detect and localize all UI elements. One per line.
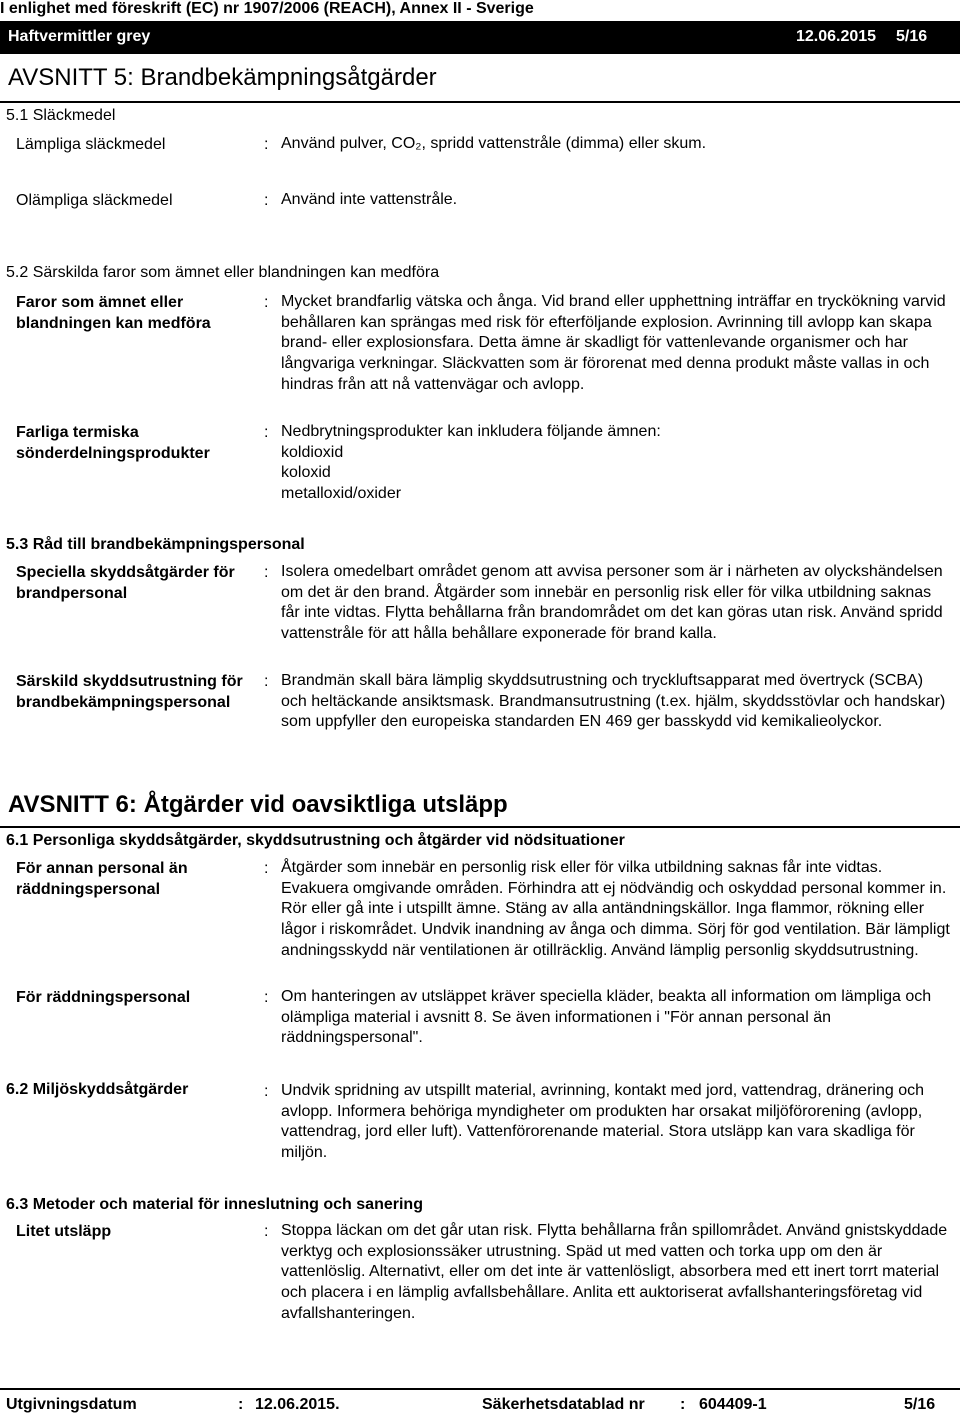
colon: : — [264, 136, 269, 153]
special-protective-actions-label: Speciella skyddsåtgärder för brandpersonal — [16, 564, 235, 602]
value-line: metalloxid/oxider — [281, 485, 402, 503]
issue-date-label: Utgivningsdatum — [6, 1396, 137, 1413]
colon: : — [264, 192, 269, 209]
sds-number-value: 604409-1 — [699, 1396, 767, 1413]
section6-3-title: 6.3 Metoder och material för inneslutning och sanering — [6, 1196, 423, 1213]
small-spill-label: Litet utsläpp — [16, 1223, 112, 1240]
thermal-decomposition-value — [281, 422, 953, 505]
special-protective-equipment-label: Särskild skyddsutrustning för brandbekämpningspersonal — [16, 673, 243, 711]
value-line: koloxid — [281, 464, 331, 482]
emergency-responders-value: Om hanteringen av utsläppet kräver speciella kläder, beakta all information om lämpliga och olämpliga material i avsnitt 8. Se även informationen i "För annan personal än räddningspersonal". — [281, 988, 932, 1047]
footer-page-number: 5/16 — [904, 1396, 936, 1413]
colon: : — [264, 860, 269, 877]
non-emergency-personnel-value: Åtgärder som innebär en personlig risk eller för vilka utbildning saknas får inte vidtas. Evakuera omgivande områden. Förhindra att ej nödvändig och oskyddad personal kommer in. Rör eller gå inte i utspillt ämne. Stäng av alla antändningskällor. Inga flammor, rökning eller lågor i riskområdet. Undvik inandning av ånga och dimma. Sörj för god ventilation. Bär lämpligt andningsskydd när ventilationen är otillräcklig. Använd lämplig personlig skyddsutrustning. — [281, 859, 950, 959]
header-date: 12.06.2015 — [796, 28, 877, 45]
colon: : — [238, 1396, 244, 1413]
section5-1-title: 5.1 Släckmedel — [6, 107, 116, 124]
section5-title: AVSNITT 5: Brandbekämpningsåtgärder — [8, 64, 437, 91]
header-page-number: 5/16 — [896, 28, 928, 45]
header-bar — [0, 21, 960, 54]
colon: : — [264, 1223, 269, 1240]
special-protective-equipment-value: Brandmän skall bära lämplig skyddsutrustning och tryckluftsapparat med övertryck (SCBA) och heltäckande ansiktsmask. Brandmansutrustning (t.ex. hjälm, skyddsstövlar och handskar) som uppfyller den europeiska standarden EN 469 ger basskydd vid kemikalieolyckor. — [281, 672, 946, 731]
suitable-extinguishing-value: Använd pulver, CO₂, spridd vattenstråle (dimma) eller skum. — [281, 135, 707, 152]
value-line: koldioxid — [281, 443, 344, 461]
special-hazards-label: Faror som ämnet eller blandningen kan medföra — [16, 294, 211, 332]
emergency-responders-label: För räddningspersonal — [16, 989, 191, 1006]
regulation-title: I enlighet med föreskrift (EC) nr 1907/2006 (REACH), Annex II - Sverige — [0, 0, 534, 17]
section6-1-title: 6.1 Personliga skyddsåtgärder, skyddsutrustning och åtgärder vid nödsituationer — [6, 832, 625, 849]
colon: : — [264, 1083, 269, 1100]
special-protective-actions-value: Isolera omedelbart området genom att avvisa personer som är i närheten av olyckshändelsen om det är den brand. Åtgärder som innebär en personlig risk eller för vilka utbildning saknas får inte vidtas. Flytta behållarna från brandområdet om det kan göras utan risk. Använd spridd vattenstråle för att hålla behållare exponerade för brand kalla. — [281, 563, 943, 643]
colon: : — [264, 564, 269, 581]
product-name: Haftvermittler grey — [8, 28, 151, 45]
colon: : — [264, 424, 269, 441]
section5-2-title: 5.2 Särskilda faror som ämnet eller blandningen kan medföra — [6, 264, 440, 281]
footer-rule — [0, 1388, 960, 1390]
section6-rule — [0, 826, 960, 828]
colon: : — [264, 294, 269, 311]
special-hazards-value: Mycket brandfarlig vätska och ånga. Vid brand eller upphettning inträffar en tryckökning varvid behållaren kan sprängas med risk för efterföljande explosion. Avrinning till avlopp kan skapa brand- eller explosionsfara. Detta ämne är skadligt för vattenlevande organismer och har långvariga verkningar. Släckvatten som är förorenat med denna produkt måste vallas in och hindras från att nå vattenvägar och avlopp. — [281, 293, 946, 393]
suitable-extinguishing-label: Lämpliga släckmedel — [16, 136, 166, 153]
unsuitable-extinguishing-label: Olämpliga släckmedel — [16, 192, 173, 209]
sds-number-label: Säkerhetsdatablad nr — [482, 1396, 645, 1413]
section6-2-title: 6.2 Miljöskyddsåtgärder — [6, 1081, 189, 1098]
thermal-decomposition-label: Farliga termiska sönderdelningsprodukter — [16, 424, 210, 462]
unsuitable-extinguishing-value: Använd inte vattenstråle. — [281, 191, 458, 208]
section5-rule — [0, 101, 960, 103]
colon: : — [680, 1396, 686, 1413]
section6-title: AVSNITT 6: Åtgärder vid oavsiktliga utsläpp — [8, 791, 508, 818]
non-emergency-personnel-label: För annan personal än räddningspersonal — [16, 860, 188, 898]
small-spill-value: Stoppa läckan om det går utan risk. Flytta behållarna från spillområdet. Använd gnistskyddade verktyg och explosionssäker utrustning. Späd ut med vatten och torka upp om den är vattenlöslig. Alternativt, eller om det inte är vattenlösligt, absorbera med ett inert torrt material och placera i en lämplig avfallsbehållare. Anlita ett auktoriserat avfallshanteringsföretag vid avfallshanteringen. — [281, 1222, 948, 1322]
issue-date-value: 12.06.2015. — [255, 1396, 340, 1413]
colon: : — [264, 673, 269, 690]
environmental-precautions-value: Undvik spridning av utspillt material, avrinning, kontakt med jord, vattendrag, dränering och avlopp. Informera behöriga myndigheter om produkten har orsakat miljöförorening (avlopp, vattendrag, jord eller luft). Vattenförorenande material. Stora utsläpp kan vara skadliga för miljön. — [281, 1082, 924, 1162]
colon: : — [264, 989, 269, 1006]
value-line: Nedbrytningsprodukter kan inkludera följande ämnen: — [281, 423, 661, 440]
section5-3-title: 5.3 Råd till brandbekämpningspersonal — [6, 536, 305, 553]
